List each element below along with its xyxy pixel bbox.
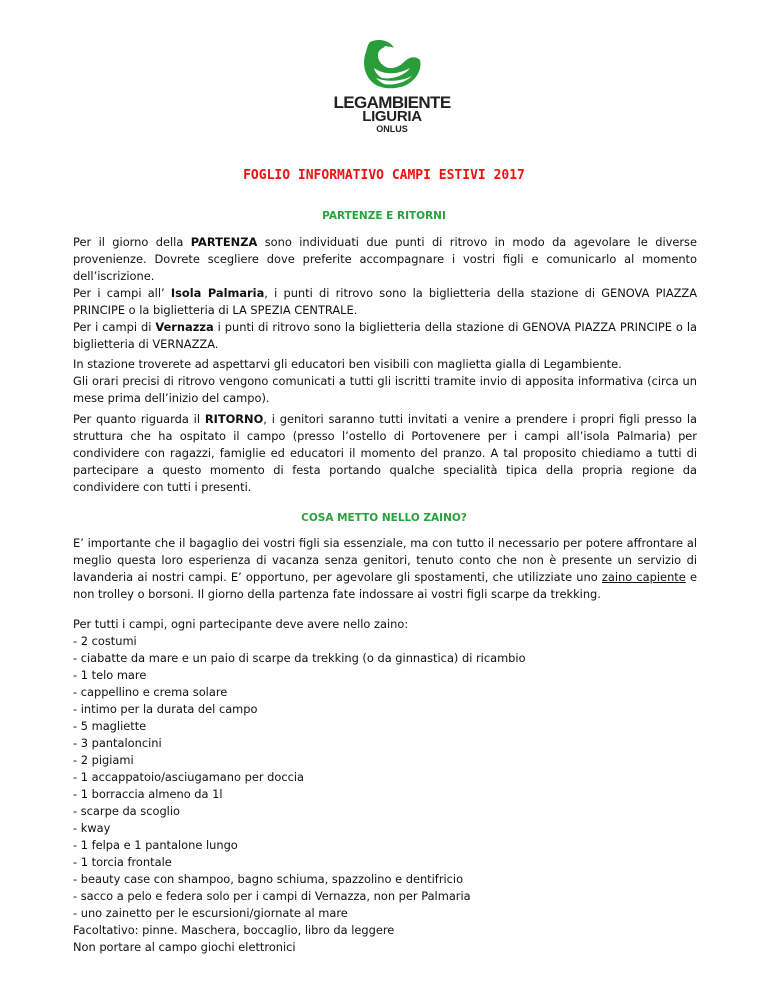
legambiente-logo (328, 38, 456, 133)
list-intro: Per tutti i campi, ogni partecipante deve avere nello zaino: (73, 617, 409, 631)
emphasis-vernazza: Vernazza (155, 320, 214, 334)
text-span: E’ importante che il bagaglio dei vostri figli sia essenziale, ma con tutto il necessario per potere affrontare al meglio questa loro esperienza di vacanza senza genitori, tenuto conto che non è presente un servizio di lavanderia ai nostri campi. E’ opportuno, per agevolare gli spostamenti, che utilizziate uno (73, 536, 697, 584)
list-item: - cappellino e crema solare (73, 685, 228, 699)
section-heading-zaino: COSA METTO NELLO ZAINO? (301, 512, 467, 524)
list-item: - uno zainetto per le escursioni/giornate al mare (73, 906, 348, 920)
list-item: - 1 telo mare (73, 668, 147, 682)
zaino-intro-paragraph (73, 535, 697, 603)
text-span: Per i campi all’ (73, 286, 171, 300)
text-span: , i punti di ritrovo sono la biglietteria della stazione di GENOVA PIAZZA PRINCIPE o la biglietteria di LA SPEZIA CENTRALE. (73, 286, 698, 317)
ritorno-text (73, 411, 697, 496)
swan-logo-icon (360, 38, 424, 94)
ritorno-paragraph (73, 411, 697, 496)
optional-items: Facoltativo: pinne. Maschera, boccaglio, libro da leggere (73, 923, 395, 937)
stazione-line1: In stazione troverete ad aspettarvi gli educatori ben visibili con maglietta gialla di Legambiente. (73, 357, 622, 371)
palmaria-info (73, 285, 697, 319)
section-heading-partenze: PARTENZE E RITORNI (322, 210, 446, 222)
list-item: - intimo per la durata del campo (73, 702, 258, 716)
text-span: Per il giorno della (73, 235, 191, 249)
text-span: , i genitori saranno tutti invitati a venire a prendere i propri figli presso la struttura che ha ospitato il campo (presso l’ostello di Portovenere per i campi all’isola Palmaria) per condividere con ragazzi, famiglie ed educatori il momento del pranzo. A tal proposito chiediamo a tutti di partecipare a questo momento di festa portando qualche specialità tipica della propria regione da condividere con tutti i presenti. (73, 412, 697, 494)
partenza-paragraph (73, 234, 697, 353)
list-item: - scarpe da scoglio (73, 804, 180, 818)
list-item: - 2 costumi (73, 634, 137, 648)
logo-region: LIGURIA (362, 108, 422, 125)
list-item: - 1 accappatoio/asciugamano per doccia (73, 770, 304, 784)
list-item: - 5 magliette (73, 719, 147, 733)
list-item: - kway (73, 821, 111, 835)
emphasis-ritorno: RITORNO (204, 412, 264, 426)
logo-name: LEGAMBIENTE (333, 93, 451, 112)
list-item: - 1 torcia frontale (73, 855, 172, 869)
not-allowed-note: Non portare al campo giochi elettronici (73, 940, 296, 954)
document-title: FOGLIO INFORMATIVO CAMPI ESTIVI 2017 (243, 168, 525, 183)
stazione-paragraph (73, 356, 697, 407)
packing-list (73, 616, 697, 956)
list-item: - 1 borraccia almeno da 1l (73, 787, 223, 801)
zaino-intro-text (73, 535, 697, 603)
logo-onlus: ONLUS (376, 124, 408, 134)
text-span: sono individuati due punti di ritrovo in modo da agevolare le diverse provenienze. Dovrete scegliere dove preferite accompagnare i vostri figli e comunicarlo al momento dell’iscrizione. (73, 235, 697, 283)
list-item: - 1 felpa e 1 pantalone lungo (73, 838, 238, 852)
partenza-intro (73, 234, 697, 285)
text-span: e non trolley o borsoni. Il giorno della partenza fate indossare ai vostri figli scarpe da trekking. (73, 570, 697, 601)
vernazza-info (73, 319, 697, 353)
stazione-line2: Gli orari precisi di ritrovo vengono comunicati a tutti gli iscritti tramite invio di apposita informativa (circa un mese prima dell’inizio del campo). (73, 374, 697, 405)
emphasis-palmaria: Isola Palmaria (170, 286, 265, 300)
list-item: - ciabatte da mare e un paio di scarpe da trekking (o da ginnastica) di ricambio (73, 651, 526, 665)
text-span: Per i campi di (73, 320, 156, 334)
underlined-zaino-capiente: zaino capiente (601, 570, 686, 584)
list-item: - 2 pigiami (73, 753, 134, 767)
list-item: - beauty case con shampoo, bagno schiuma, spazzolino e dentifricio (73, 872, 464, 886)
emphasis-partenza: PARTENZA (190, 235, 258, 249)
list-item: - 3 pantaloncini (73, 736, 162, 750)
list-item: - sacco a pelo e federa solo per i campi di Vernazza, non per Palmaria (73, 889, 471, 903)
text-span: Per quanto riguarda il (73, 412, 205, 426)
text-span: i punti di ritrovo sono la biglietteria della stazione di GENOVA PIAZZA PRINCIPE o la biglietteria di VERNAZZA. (73, 320, 698, 351)
